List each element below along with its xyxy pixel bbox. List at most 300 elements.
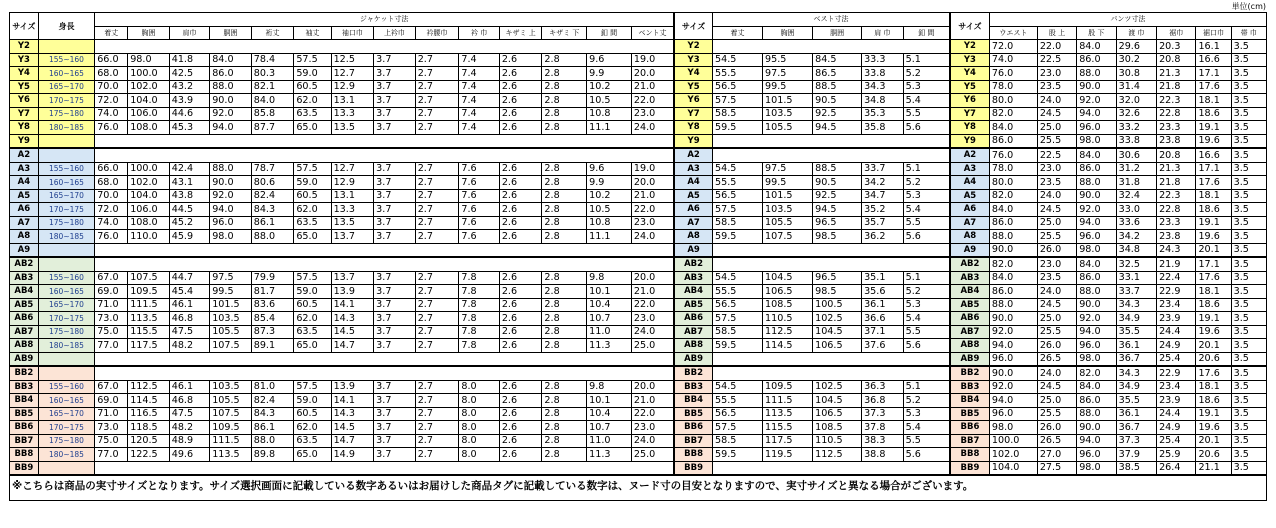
- jacket-value: 7.6: [459, 216, 499, 230]
- size-cell-vest: A9: [674, 243, 712, 257]
- pants-value: 32.4: [1116, 189, 1156, 203]
- size-cell-vest: Y7: [674, 107, 712, 121]
- pants-value: 17.6: [1196, 80, 1231, 94]
- pants-value: 25.5: [1037, 134, 1076, 148]
- vest-value: 98.5: [813, 285, 862, 299]
- jacket-value: 24.0: [631, 230, 674, 244]
- jacket-value: 20.0: [631, 271, 674, 285]
- pants-value: 90.0: [1077, 80, 1116, 94]
- pants-value: 98.0: [1077, 352, 1116, 366]
- jacket-value: 24.0: [631, 434, 674, 448]
- jacket-value: 2.6: [499, 285, 542, 299]
- vest-value: 84.5: [813, 53, 862, 67]
- jacket-value: 2.7: [415, 53, 459, 67]
- pants-value: 16.6: [1196, 148, 1231, 162]
- jacket-group-header: ジャケット寸法: [95, 13, 674, 27]
- vest-value: 5.6: [903, 339, 950, 353]
- pants-value: 3.5: [1231, 421, 1266, 435]
- pants-value: 24.5: [1037, 298, 1076, 312]
- jacket-col-header: 肩巾: [169, 26, 209, 40]
- pants-value: 84.0: [989, 121, 1037, 135]
- size-cell-vest: A3: [674, 162, 712, 176]
- table-row: [10, 312, 1267, 326]
- pants-value: 82.0: [1077, 366, 1116, 380]
- jacket-value: 59.0: [294, 67, 331, 81]
- height-cell: 165~170: [38, 407, 94, 421]
- jacket-value: 62.0: [294, 312, 331, 326]
- vest-value: 5.1: [903, 271, 950, 285]
- pants-value: 35.5: [1116, 394, 1156, 408]
- table-row: [10, 352, 1267, 366]
- size-cell: BB3: [10, 380, 39, 394]
- jacket-value: 63.5: [294, 107, 331, 121]
- size-cell-pants: BB8: [950, 448, 989, 462]
- jacket-value: 45.4: [169, 285, 209, 299]
- vest-value: 101.5: [763, 94, 813, 108]
- height-cell: 165~170: [38, 298, 94, 312]
- height-cell: [38, 257, 94, 271]
- pants-value: 38.5: [1116, 461, 1156, 475]
- pants-value: 33.7: [1116, 285, 1156, 299]
- jacket-value: 112.5: [128, 380, 170, 394]
- pants-value: 3.5: [1231, 325, 1266, 339]
- jacket-value: 90.0: [210, 176, 252, 190]
- footnote: ※こちらは商品の実寸サイズとなります。サイズ選択画面に記載している数字あるいはお届けした商品タグに記載している数字は、ヌード寸の目安となりますので、実寸サイズと異なる場合がございます。: [10, 475, 1267, 501]
- jacket-value: 25.0: [631, 448, 674, 462]
- jacket-value: 13.7: [331, 271, 374, 285]
- pants-value: 33.0: [1116, 203, 1156, 217]
- table-row: [10, 285, 1267, 299]
- jacket-value: 10.5: [587, 203, 632, 217]
- table-row: [10, 243, 1267, 257]
- jacket-value: 84.3: [251, 203, 294, 217]
- pants-value: 23.9: [1157, 312, 1196, 326]
- jacket-value: 107.5: [128, 271, 170, 285]
- pants-value: 24.3: [1157, 243, 1196, 257]
- jacket-value: 3.7: [374, 380, 416, 394]
- vest-empty: [713, 461, 951, 475]
- jacket-value: 118.5: [128, 421, 170, 435]
- jacket-value: 68.0: [95, 67, 128, 81]
- vest-value: 35.7: [862, 216, 904, 230]
- size-cell: Y5: [10, 80, 39, 94]
- jacket-value: 2.7: [415, 107, 459, 121]
- size-cell-pants: AB2: [950, 257, 989, 271]
- jacket-value: 115.5: [128, 325, 170, 339]
- jacket-value: 2.6: [499, 216, 542, 230]
- vest-value: 58.5: [713, 107, 763, 121]
- vest-value: 38.8: [862, 448, 904, 462]
- jacket-value: 12.7: [331, 67, 374, 81]
- jacket-value: 43.1: [169, 176, 209, 190]
- pants-value: 23.5: [1037, 80, 1076, 94]
- jacket-value: 2.6: [499, 176, 542, 190]
- pants-value: 22.9: [1157, 285, 1196, 299]
- pants-value: 23.3: [1157, 216, 1196, 230]
- pants-value: 19.6: [1196, 421, 1231, 435]
- vest-col-header: 釦 間: [903, 26, 950, 40]
- pants-value: 24.4: [1157, 325, 1196, 339]
- height-cell: 180~185: [38, 339, 94, 353]
- jacket-value: 7.6: [459, 189, 499, 203]
- jacket-value: 100.0: [128, 67, 170, 81]
- size-cell: A7: [10, 216, 39, 230]
- pants-value: 26.0: [1037, 243, 1076, 257]
- pants-value: 24.5: [1037, 203, 1076, 217]
- jacket-value: 2.7: [415, 325, 459, 339]
- pants-value: 86.0: [989, 216, 1037, 230]
- vest-value: 5.2: [903, 285, 950, 299]
- height-cell: 175~180: [38, 216, 94, 230]
- pants-value: 19.1: [1196, 216, 1231, 230]
- size-cell: BB4: [10, 394, 39, 408]
- pants-value: 3.5: [1231, 448, 1266, 462]
- jacket-value: 84.0: [210, 53, 252, 67]
- jacket-value: 63.5: [294, 216, 331, 230]
- jacket-value: 2.6: [499, 53, 542, 67]
- pants-value: 32.0: [1116, 94, 1156, 108]
- vest-value: 5.2: [903, 67, 950, 81]
- jacket-value: 74.0: [95, 216, 128, 230]
- size-cell: Y7: [10, 107, 39, 121]
- jacket-value: 2.6: [499, 94, 542, 108]
- jacket-value: 72.0: [95, 94, 128, 108]
- table-row: [10, 67, 1267, 81]
- pants-value: 90.0: [989, 243, 1037, 257]
- pants-value: 98.0: [989, 421, 1037, 435]
- pants-value: 35.5: [1116, 325, 1156, 339]
- vest-value: 102.5: [813, 312, 862, 326]
- vest-value: 103.5: [763, 107, 813, 121]
- jacket-value: 2.7: [415, 448, 459, 462]
- jacket-value: 86.1: [251, 216, 294, 230]
- jacket-value: 14.1: [331, 298, 374, 312]
- height-cell: 170~175: [38, 94, 94, 108]
- pants-value: 34.9: [1116, 380, 1156, 394]
- vest-value: 5.3: [903, 189, 950, 203]
- jacket-value: 2.7: [415, 339, 459, 353]
- pants-value: 88.0: [1077, 67, 1116, 81]
- pants-value: 3.5: [1231, 121, 1266, 135]
- pants-value: 92.0: [989, 380, 1037, 394]
- jacket-value: 2.6: [499, 271, 542, 285]
- jacket-value: 22.0: [631, 298, 674, 312]
- vest-value: 112.5: [763, 325, 813, 339]
- jacket-value: 3.7: [374, 107, 416, 121]
- vest-value: 57.5: [713, 421, 763, 435]
- size-cell: AB2: [10, 257, 39, 271]
- jacket-value: 2.6: [499, 421, 542, 435]
- size-cell: BB8: [10, 448, 39, 462]
- jacket-value: 2.6: [499, 121, 542, 135]
- jacket-value: 63.5: [294, 325, 331, 339]
- pants-value: 26.0: [1037, 421, 1076, 435]
- jacket-value: 65.0: [294, 121, 331, 135]
- pants-value: 23.9: [1157, 394, 1196, 408]
- vest-value: 98.5: [813, 230, 862, 244]
- jacket-value: 10.4: [587, 298, 632, 312]
- jacket-value: 10.4: [587, 407, 632, 421]
- pants-value: 3.5: [1231, 230, 1266, 244]
- jacket-value: 2.6: [499, 230, 542, 244]
- pants-value: 25.9: [1157, 448, 1196, 462]
- pants-value: 96.0: [1077, 121, 1116, 135]
- jacket-value: 67.0: [95, 380, 128, 394]
- size-cell-pants: Y5: [950, 80, 989, 94]
- pants-value: 78.0: [989, 162, 1037, 176]
- jacket-value: 7.6: [459, 230, 499, 244]
- jacket-value: 14.5: [331, 325, 374, 339]
- jacket-col-header: 釦 間: [587, 26, 632, 40]
- jacket-value: 3.7: [374, 434, 416, 448]
- height-cell: 165~170: [38, 80, 94, 94]
- jacket-col-header: 上衿巾: [374, 26, 416, 40]
- jacket-value: 3.7: [374, 162, 416, 176]
- vest-col-header: 着丈: [713, 26, 763, 40]
- height-cell: 175~180: [38, 325, 94, 339]
- jacket-value: 46.8: [169, 312, 209, 326]
- jacket-value: 59.0: [294, 176, 331, 190]
- jacket-value: 71.0: [95, 298, 128, 312]
- size-cell: AB9: [10, 352, 39, 366]
- jacket-value: 8.0: [459, 434, 499, 448]
- vest-value: 54.5: [713, 380, 763, 394]
- jacket-value: 3.7: [374, 339, 416, 353]
- vest-value: 97.5: [763, 67, 813, 81]
- jacket-value: 82.4: [251, 394, 294, 408]
- pants-value: 25.0: [1037, 216, 1076, 230]
- height-cell: 160~165: [38, 176, 94, 190]
- jacket-value: 105.5: [210, 325, 252, 339]
- jacket-value: 83.6: [251, 298, 294, 312]
- size-cell: Y4: [10, 67, 39, 81]
- pants-value: 20.1: [1196, 243, 1231, 257]
- pants-value: 23.0: [1037, 162, 1076, 176]
- vest-value: 5.2: [903, 394, 950, 408]
- vest-value: 38.3: [862, 434, 904, 448]
- jacket-value: 75.0: [95, 325, 128, 339]
- jacket-value: 3.7: [374, 394, 416, 408]
- jacket-value: 2.7: [415, 230, 459, 244]
- pants-value: 84.0: [1077, 257, 1116, 271]
- pants-value: 24.0: [1037, 366, 1076, 380]
- pants-value: 17.1: [1196, 67, 1231, 81]
- size-cell: Y2: [10, 40, 39, 54]
- vest-value: 94.5: [813, 203, 862, 217]
- jacket-value: 47.5: [169, 325, 209, 339]
- jacket-value: 62.0: [294, 421, 331, 435]
- size-cell-vest: A2: [674, 148, 712, 162]
- size-cell-vest: A8: [674, 230, 712, 244]
- vest-value: 36.2: [862, 230, 904, 244]
- size-cell-pants: BB4: [950, 394, 989, 408]
- jacket-value: 70.0: [95, 189, 128, 203]
- vest-value: 36.1: [862, 298, 904, 312]
- jacket-col-header: 胸囲: [128, 26, 170, 40]
- jacket-value: 59.0: [294, 394, 331, 408]
- jacket-value: 116.5: [128, 407, 170, 421]
- jacket-value: 98.0: [210, 230, 252, 244]
- jacket-value: 7.8: [459, 325, 499, 339]
- vest-value: 5.2: [903, 176, 950, 190]
- jacket-value: 13.5: [331, 121, 374, 135]
- jacket-value: 24.0: [631, 121, 674, 135]
- pants-value: 96.0: [989, 407, 1037, 421]
- table-row: [10, 176, 1267, 190]
- size-cell-pants: A7: [950, 216, 989, 230]
- vest-empty: [713, 352, 951, 366]
- jacket-value: 11.0: [587, 325, 632, 339]
- pants-value: 3.5: [1231, 285, 1266, 299]
- size-cell: Y6: [10, 94, 39, 108]
- size-cell-pants: Y2: [950, 40, 989, 54]
- size-cell-vest: BB8: [674, 448, 712, 462]
- size-cell-pants: AB3: [950, 271, 989, 285]
- size-cell: A6: [10, 203, 39, 217]
- pants-value: 86.0: [1077, 394, 1116, 408]
- pants-value: 24.9: [1157, 421, 1196, 435]
- jacket-value: 57.5: [294, 271, 331, 285]
- size-cell-pants: BB7: [950, 434, 989, 448]
- size-cell-pants: AB7: [950, 325, 989, 339]
- jacket-value: 76.0: [95, 121, 128, 135]
- pants-value: 80.0: [989, 94, 1037, 108]
- pants-value: 90.0: [1077, 298, 1116, 312]
- vest-value: 96.5: [813, 216, 862, 230]
- pants-value: 86.0: [989, 285, 1037, 299]
- jacket-value: 47.5: [169, 407, 209, 421]
- jacket-value: 11.3: [587, 339, 632, 353]
- jacket-value: 2.8: [542, 325, 587, 339]
- pants-value: 94.0: [989, 339, 1037, 353]
- jacket-value: 8.0: [459, 448, 499, 462]
- jacket-value: 2.8: [542, 94, 587, 108]
- jacket-value: 2.6: [499, 325, 542, 339]
- jacket-value: 2.8: [542, 230, 587, 244]
- height-cell: 155~160: [38, 53, 94, 67]
- vest-value: 37.1: [862, 325, 904, 339]
- jacket-value: 97.5: [210, 271, 252, 285]
- jacket-value: 2.6: [499, 189, 542, 203]
- vest-value: 33.3: [862, 53, 904, 67]
- vest-col-header: 肩 巾: [862, 26, 904, 40]
- pants-value: 90.0: [1077, 421, 1116, 435]
- height-cell: [38, 366, 94, 380]
- jacket-value: 92.0: [210, 189, 252, 203]
- vest-value: 57.5: [713, 94, 763, 108]
- jacket-value: 14.7: [331, 434, 374, 448]
- pants-value: 3.5: [1231, 134, 1266, 148]
- jacket-value: 88.0: [210, 80, 252, 94]
- pants-value: 16.6: [1196, 53, 1231, 67]
- height-cell: [38, 148, 94, 162]
- vest-value: 110.5: [763, 312, 813, 326]
- pants-value: 20.8: [1157, 148, 1196, 162]
- pants-value: 20.6: [1196, 352, 1231, 366]
- jacket-value: 13.5: [331, 216, 374, 230]
- table-row: [10, 107, 1267, 121]
- vest-value: 5.4: [903, 312, 950, 326]
- jacket-value: 2.6: [499, 380, 542, 394]
- jacket-value: 14.1: [331, 394, 374, 408]
- vest-value: 56.5: [713, 80, 763, 94]
- vest-value: 99.5: [763, 176, 813, 190]
- size-cell-vest: AB2: [674, 257, 712, 271]
- size-cell-vest: BB4: [674, 394, 712, 408]
- pants-value: 19.1: [1196, 407, 1231, 421]
- size-cell-pants: Y8: [950, 121, 989, 135]
- pants-value: 20.6: [1196, 448, 1231, 462]
- jacket-value: 109.5: [210, 421, 252, 435]
- height-cell: [38, 352, 94, 366]
- jacket-value: 2.7: [415, 298, 459, 312]
- pants-value: 3.5: [1231, 94, 1266, 108]
- vest-empty: [713, 134, 951, 148]
- pants-value: 3.5: [1231, 271, 1266, 285]
- height-cell: 160~165: [38, 285, 94, 299]
- jacket-value: 3.7: [374, 94, 416, 108]
- vest-value: 56.5: [713, 298, 763, 312]
- pants-value: 102.0: [989, 448, 1037, 462]
- jacket-value: 65.0: [294, 230, 331, 244]
- jacket-value: 3.7: [374, 203, 416, 217]
- pants-value: 23.5: [1037, 271, 1076, 285]
- pants-value: 22.9: [1157, 366, 1196, 380]
- pants-value: 88.0: [989, 298, 1037, 312]
- pants-value: 23.4: [1157, 298, 1196, 312]
- jacket-value: 2.7: [415, 380, 459, 394]
- pants-value: 21.3: [1157, 67, 1196, 81]
- vest-value: 56.5: [713, 189, 763, 203]
- jacket-value: 21.0: [631, 285, 674, 299]
- pants-value: 37.9: [1116, 448, 1156, 462]
- vest-value: 108.5: [763, 298, 813, 312]
- pants-value: 27.0: [1037, 448, 1076, 462]
- pants-value: 98.0: [1077, 461, 1116, 475]
- pants-value: 22.4: [1157, 271, 1196, 285]
- pants-value: 30.6: [1116, 148, 1156, 162]
- vest-value: 56.5: [713, 407, 763, 421]
- jacket-value: 9.9: [587, 176, 632, 190]
- jacket-value: 2.8: [542, 421, 587, 435]
- jacket-value: 94.0: [210, 121, 252, 135]
- jacket-col-header: 袖口巾: [331, 26, 374, 40]
- jacket-value: 2.8: [542, 380, 587, 394]
- size-cell-vest: Y6: [674, 94, 712, 108]
- jacket-value: 10.1: [587, 285, 632, 299]
- jacket-value: 60.5: [294, 407, 331, 421]
- vest-value: 112.5: [813, 448, 862, 462]
- pants-value: 88.0: [1077, 176, 1116, 190]
- jacket-value: 100.0: [128, 162, 170, 176]
- jacket-value: 20.0: [631, 67, 674, 81]
- jacket-value: 80.3: [251, 67, 294, 81]
- pants-value: 18.1: [1196, 94, 1231, 108]
- size-cell-vest: BB5: [674, 407, 712, 421]
- vest-value: 109.5: [763, 380, 813, 394]
- pants-value: 3.5: [1231, 162, 1266, 176]
- jacket-value: 19.0: [631, 53, 674, 67]
- vest-value: 37.6: [862, 339, 904, 353]
- table-row: [10, 203, 1267, 217]
- jacket-value: 3.7: [374, 53, 416, 67]
- jacket-value: 76.0: [95, 230, 128, 244]
- jacket-value: 8.0: [459, 421, 499, 435]
- pants-value: 23.5: [1037, 176, 1076, 190]
- size-cell-vest: Y8: [674, 121, 712, 135]
- jacket-value: 13.3: [331, 107, 374, 121]
- vest-value: 36.8: [862, 394, 904, 408]
